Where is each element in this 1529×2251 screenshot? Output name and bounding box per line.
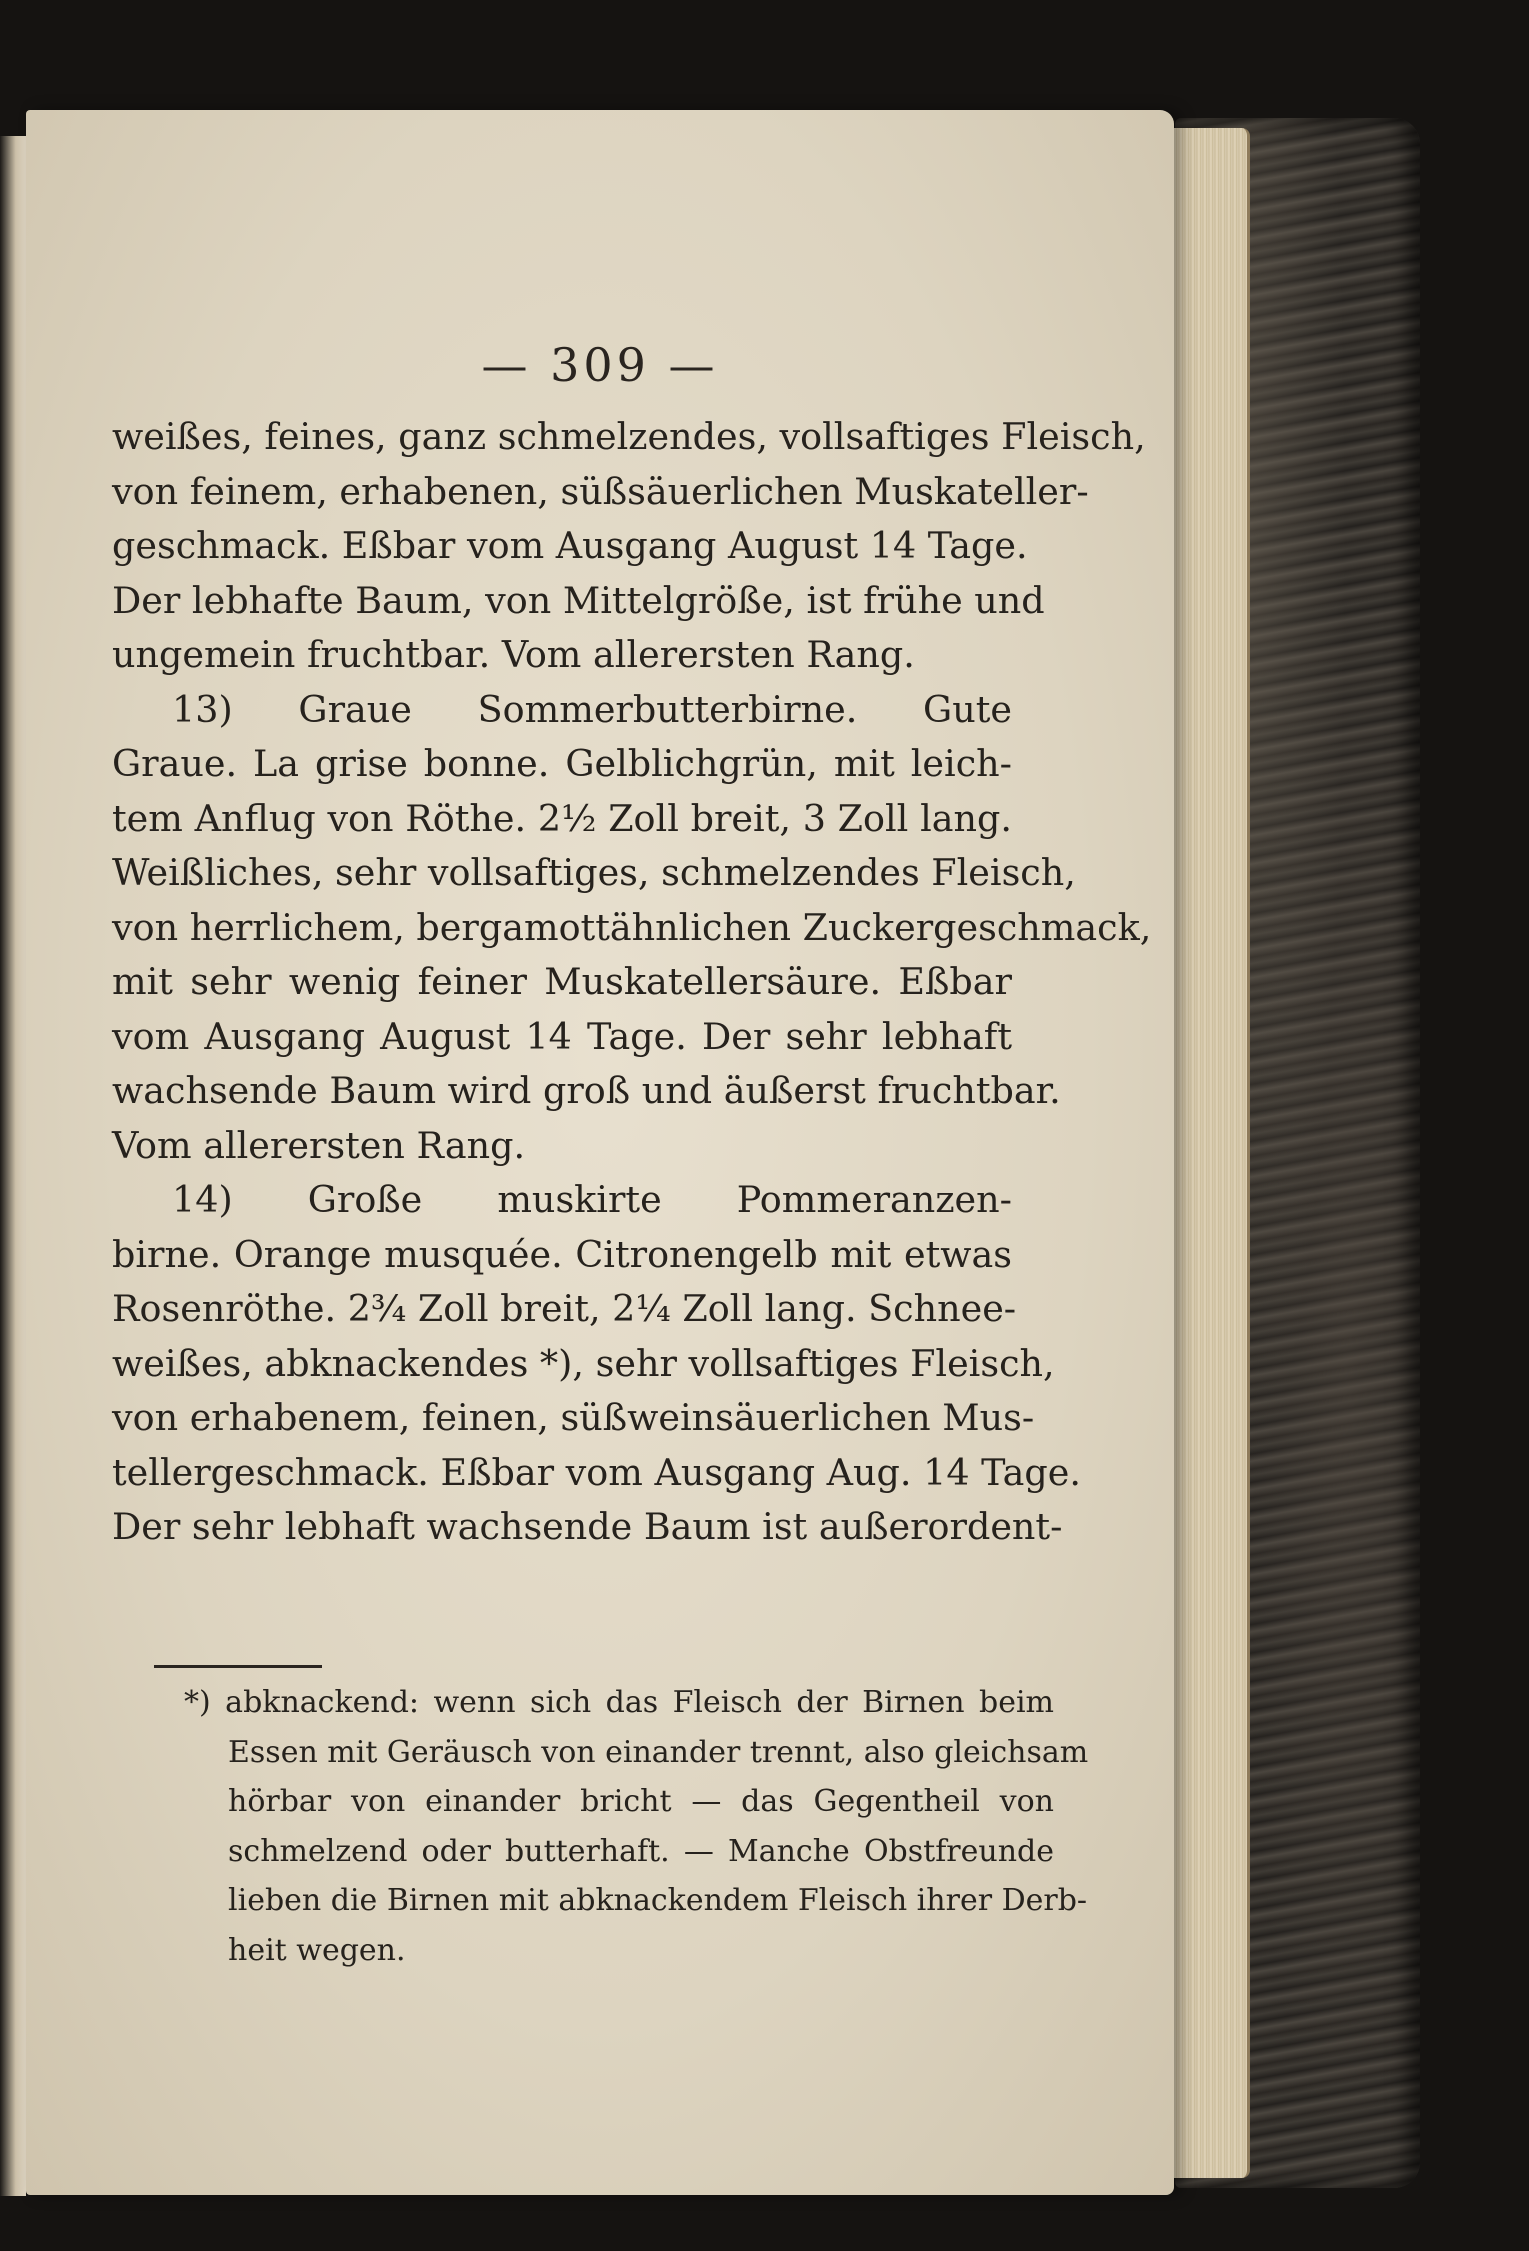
footnote-divider (154, 1665, 322, 1668)
text-line: wachsende Baum wird groß und äußerst fruchtbar. (112, 1069, 1061, 1112)
footnote-line: schmelzend oder butterhaft. — Manche Obstfreunde (228, 1833, 1054, 1869)
text-line: vom Ausgang August 14 Tage. Der sehr lebhaft (112, 1014, 1012, 1058)
left-page-edge (0, 136, 26, 2196)
text-line: 13) Graue Sommerbutterbirne. Gute (172, 687, 1012, 731)
text-line: Weißliches, sehr vollsaftiges, schmelzendes Fleisch, (112, 851, 1076, 894)
text-line: Vom allerersten Rang. (112, 1123, 526, 1167)
book-page (26, 110, 1174, 2195)
text-line: Rosenröthe. 2¾ Zoll breit, 2¼ Zoll lang. Schnee- (112, 1287, 1017, 1330)
page-number: — 309 — (481, 338, 719, 392)
text-line: tem Anflug von Röthe. 2½ Zoll breit, 3 Zoll lang. (112, 796, 1012, 840)
text-line: 14) Große muskirte Pommeranzen- (172, 1178, 1012, 1221)
text-line: Graue. La grise bonne. Gelblichgrün, mit leich- (112, 742, 1012, 785)
footnote (184, 1678, 1089, 1975)
text-line: von herrlichem, bergamottähnlichen Zuckergeschmack, (112, 905, 1152, 949)
text-line: geschmack. Eßbar vom Ausgang August 14 Tage. (112, 524, 1028, 567)
body-text (112, 410, 1152, 1555)
text-line: Der sehr lebhaft wachsende Baum ist außerordent- (112, 1505, 1063, 1548)
footnote-line: hörbar von einander bricht — das Gegentheil von (228, 1784, 1054, 1819)
footnote-line: Essen mit Geräusch von einander trennt, also gleichsam (228, 1734, 1089, 1770)
footnote-line: *) abknackend: wenn sich das Fleisch der Birnen beim (184, 1685, 1054, 1720)
text-line: mit sehr wenig feiner Muskatellersäure. Eßbar (112, 960, 1012, 1003)
text-line: von feinem, erhabenen, süßsäuerlichen Muskateller- (112, 469, 1089, 513)
text-line: Der lebhafte Baum, von Mittelgröße, ist frühe und (112, 578, 1045, 622)
footnote-line: lieben die Birnen mit abknackendem Fleisch ihrer Derb- (228, 1883, 1088, 1918)
text-line: tellergeschmack. Eßbar vom Ausgang Aug. 14 Tage. (112, 1450, 1081, 1494)
text-line: weißes, feines, ganz schmelzendes, vollsaftiges Fleisch, (112, 415, 1146, 458)
text-line: von erhabenem, feinen, süßweinsäuerlichen Mus- (112, 1396, 1035, 1439)
text-line: weißes, abknackendes *), sehr vollsaftiges Fleisch, (112, 1341, 1055, 1385)
footnote-line: heit wegen. (228, 1932, 406, 1968)
text-line: birne. Orange musquée. Citronengelb mit etwas (112, 1232, 1012, 1276)
page-edges (1165, 128, 1250, 2178)
text-line: ungemein fruchtbar. Vom allerersten Rang. (112, 633, 915, 676)
